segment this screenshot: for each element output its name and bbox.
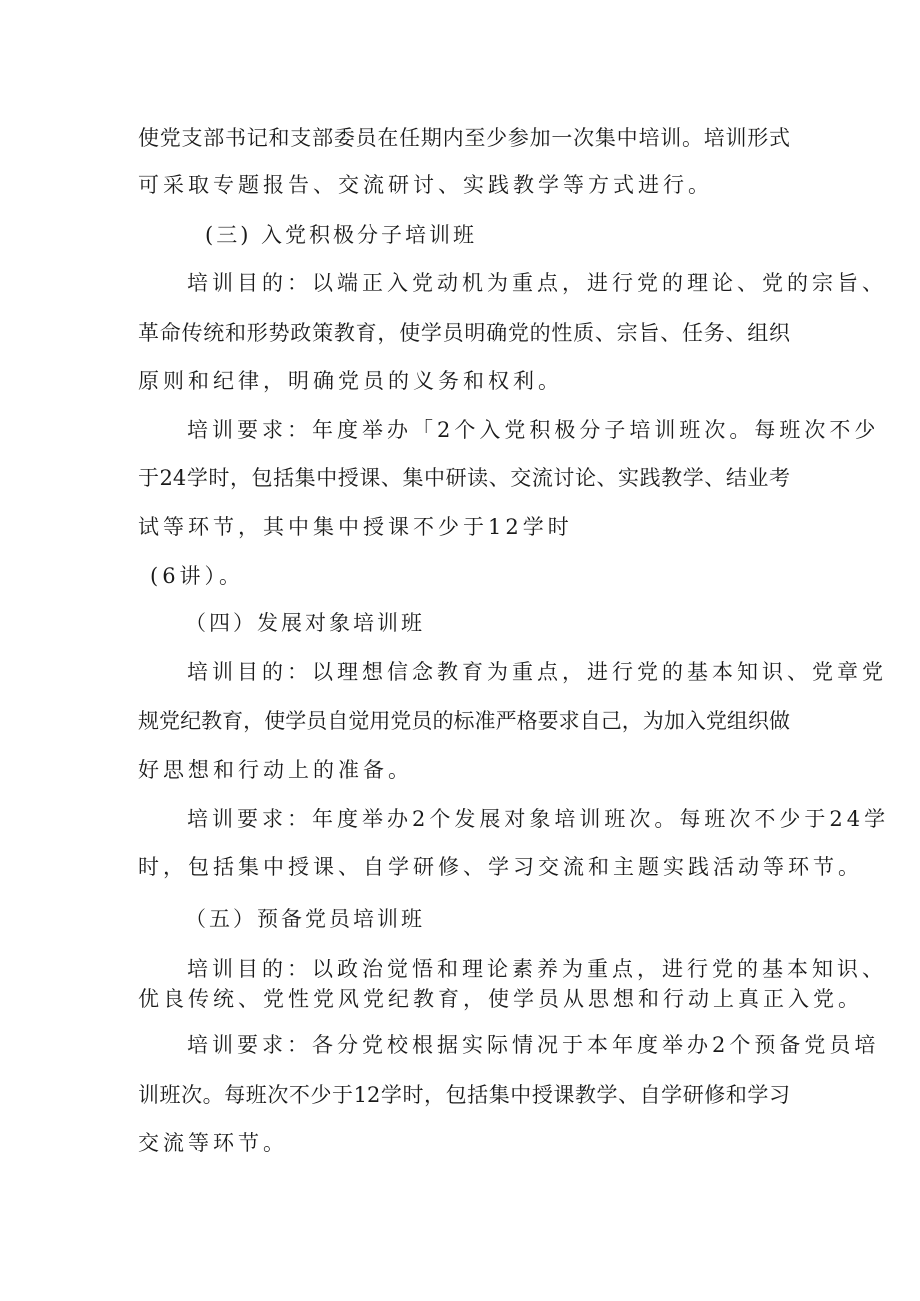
text-line: 时，包括集中授课、自学研修、学习交流和主题实践活动等环节。 — [138, 855, 863, 879]
text-line: 培训目的：以端正入党动机为重点，进行党的理论、党的宗旨、 — [187, 271, 887, 295]
text-line: 培训要求：年度举办「2个入党积极分子培训班次。每班次不少 — [187, 418, 880, 442]
text-line: 于24学时，包括集中授课、集中研读、交流讨论、实践教学、结业考 — [138, 466, 790, 490]
text-line: 优良传统、党性党风党纪教育，使学员从思想和行动上真正入党。 — [138, 987, 863, 1011]
section-heading: (三) 入党积极分子培训班 — [205, 223, 478, 247]
text-line: 培训要求：年度举办2个发展对象培训班次。每班次不少于24学 — [187, 807, 890, 831]
section-heading: （四）发展对象培训班 — [185, 611, 425, 635]
text-line: 可采取专题报告、交流研讨、实践教学等方式进行。 — [138, 173, 713, 197]
text-line: 训班次。每班次不少于12学时，包括集中授课教学、自学研修和学习 — [138, 1083, 790, 1107]
text-line: 原则和纪律，明确党员的义务和权利。 — [138, 369, 563, 393]
section-heading: （五）预备党员培训班 — [185, 907, 425, 931]
text-line: 交流等环节。 — [138, 1131, 288, 1155]
text-line: 革命传统和形势政策教育，使学员明确党的性质、宗旨、任务、组织 — [138, 321, 790, 345]
text-line: 培训目的：以理想信念教育为重点，进行党的基本知识、党章党 — [187, 660, 887, 684]
text-line: 好思想和行动上的准备。 — [138, 758, 413, 782]
text-line: 规党纪教育，使学员自觉用党员的标准严格要求自己，为加入党组织做 — [138, 709, 790, 733]
text-line: 培训要求：各分党校根据实际情况于本年度举办2个预备党员培 — [187, 1033, 880, 1057]
text-line: 试等环节，其中集中授课不少于12学时 — [138, 515, 573, 539]
text-line: 使党支部书记和支部委员在任期内至少参加一次集中培训。培训形式 — [138, 126, 790, 150]
text-line: (6讲）。 — [150, 564, 245, 588]
text-line: 培训目的：以政治觉悟和理论素养为重点，进行党的基本知识、 — [187, 957, 887, 981]
